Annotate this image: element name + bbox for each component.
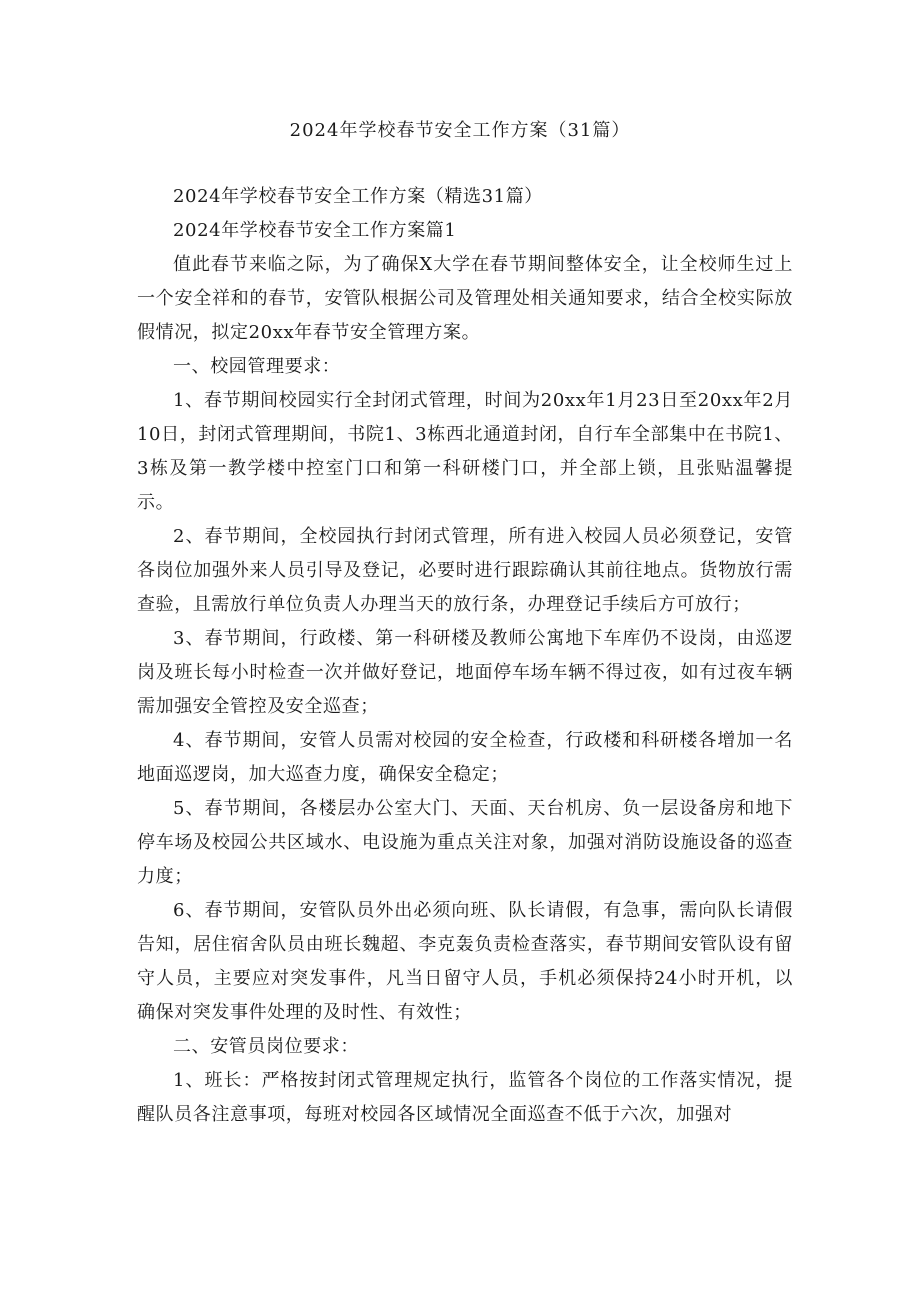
body-paragraph: 3、春节期间，行政楼、第一科研楼及教师公寓地下车库仍不设岗，由巡逻岗及班长每小时检查一次并做好登记，地面停车场车辆不得过夜，如有过夜车辆需加强安全管控及安全巡查； bbox=[137, 628, 793, 717]
body-paragraph: 1、班长：严格按封闭式管理规定执行，监管各个岗位的工作落实情况，提醒队员各注意事项，每班对校园各区域情况全面巡查不低于六次，加强对 bbox=[137, 1070, 793, 1125]
subtitle-paragraph: 2024年学校春节安全工作方案（精选31篇） bbox=[173, 186, 543, 207]
section-heading: 二、安管员岗位要求： bbox=[173, 1036, 359, 1057]
body-paragraph: 1、春节期间校园实行全封闭式管理，时间为20xx年1月23日至20xx年2月10日，封闭式管理期间，书院1、3栋西北通道封闭，自行车全部集中在书院1、3栋及第一教学楼中控室门口和第一科研楼门口，并全部上锁，且张贴温馨提示。 bbox=[137, 390, 793, 513]
document-title: 2024年学校春节安全工作方案（31篇） bbox=[289, 120, 631, 141]
body-paragraph: 5、春节期间，各楼层办公室大门、天面、天台机房、负一层设备房和地下停车场及校园公共区域水、电设施为重点关注对象，加强对消防设施设备的巡查力度； bbox=[137, 798, 793, 887]
body-paragraph: 4、春节期间，安管人员需对校园的安全检查，行政楼和科研楼各增加一名地面巡逻岗，加大巡查力度，确保安全稳定； bbox=[137, 730, 793, 785]
body-paragraph: 2、春节期间，全校园执行封闭式管理，所有进入校园人员必须登记，安管各岗位加强外来人员引导及登记，必要时进行跟踪确认其前往地点。货物放行需查验，且需放行单位负责人办理当天的放行条，办理登记手续后方可放行； bbox=[137, 526, 793, 615]
intro-paragraph: 值此春节来临之际，为了确保X大学在春节期间整体安全，让全校师生过上一个安全祥和的春节，安管队根据公司及管理处相关通知要求，结合全校实际放假情况，拟定20xx年春节安全管理方案。 bbox=[137, 254, 793, 343]
section-heading: 2024年学校春节安全工作方案篇1 bbox=[173, 220, 457, 241]
document-body bbox=[137, 180, 793, 1132]
section-heading: 一、校园管理要求： bbox=[173, 356, 341, 377]
body-paragraph: 6、春节期间，安管队员外出必须向班、队长请假，有急事，需向队长请假告知，居住宿舍队员由班长魏超、李克轰负责检查落实，春节期间安管队设有留守人员，主要应对突发事件，凡当日留守人员，手机必须保持24小时开机，以确保对突发事件处理的及时性、有效性； bbox=[137, 900, 793, 1023]
